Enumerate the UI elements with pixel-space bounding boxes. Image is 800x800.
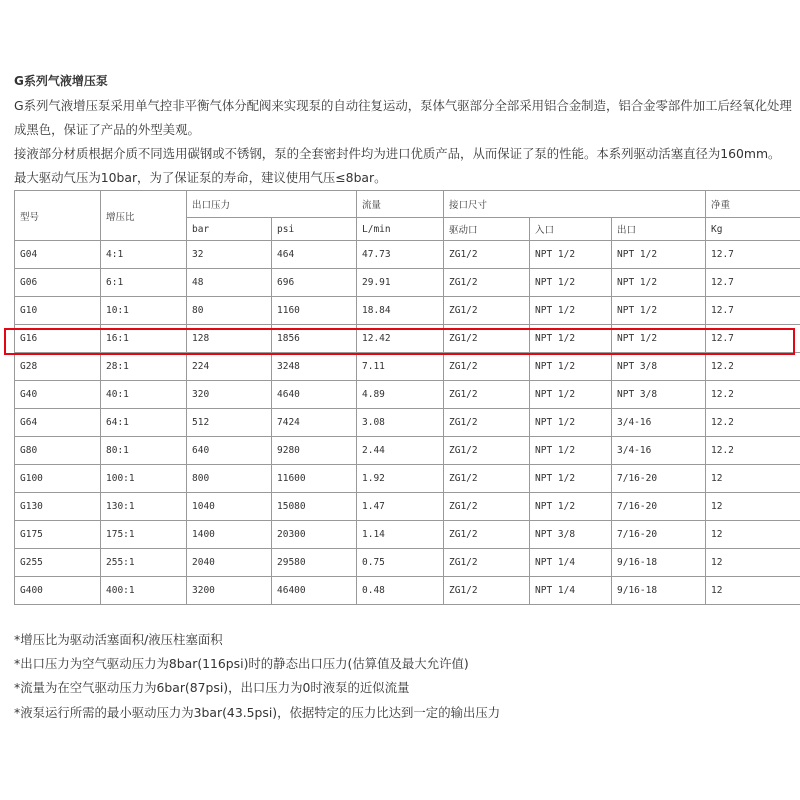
cell-drive: ZG1/2	[444, 437, 530, 465]
header-weight-unit: Kg	[706, 218, 800, 241]
cell-flow: 1.14	[357, 521, 444, 549]
header-psi: psi	[272, 218, 357, 241]
cell-psi: 696	[272, 269, 357, 297]
table-row	[15, 409, 800, 437]
cell-psi: 7424	[272, 409, 357, 437]
cell-drive: ZG1/2	[444, 297, 530, 325]
cell-drive: ZG1/2	[444, 577, 530, 605]
cell-flow: 1.92	[357, 465, 444, 493]
table-row	[15, 493, 800, 521]
intro-paragraph-3: 最大驱动气压为10bar，为了保证泵的寿命，建议使用气压≤8bar。	[14, 170, 387, 185]
table-row	[15, 269, 800, 297]
cell-outlet: NPT 1/2	[612, 269, 706, 297]
cell-inlet: NPT 1/4	[530, 549, 612, 577]
cell-outlet: NPT 3/8	[612, 381, 706, 409]
cell-ratio: 100:1	[101, 465, 187, 493]
cell-outlet: NPT 1/2	[612, 241, 706, 269]
cell-weight: 12.7	[706, 325, 800, 353]
cell-psi: 15080	[272, 493, 357, 521]
cell-bar: 1400	[187, 521, 272, 549]
cell-model: G64	[15, 409, 101, 437]
cell-drive: ZG1/2	[444, 269, 530, 297]
cell-weight: 12.2	[706, 437, 800, 465]
spec-table	[14, 190, 800, 605]
cell-ratio: 6:1	[101, 269, 187, 297]
cell-ratio: 4:1	[101, 241, 187, 269]
spec-table-body	[15, 241, 800, 605]
cell-psi: 1856	[272, 325, 357, 353]
cell-bar: 32	[187, 241, 272, 269]
cell-model: G175	[15, 521, 101, 549]
cell-flow: 2.44	[357, 437, 444, 465]
table-row	[15, 241, 800, 269]
cell-drive: ZG1/2	[444, 325, 530, 353]
cell-weight: 12.7	[706, 297, 800, 325]
cell-outlet: 9/16-18	[612, 577, 706, 605]
cell-psi: 4640	[272, 381, 357, 409]
cell-ratio: 16:1	[101, 325, 187, 353]
cell-flow: 0.75	[357, 549, 444, 577]
cell-model: G04	[15, 241, 101, 269]
cell-drive: ZG1/2	[444, 381, 530, 409]
cell-inlet: NPT 1/2	[530, 493, 612, 521]
intro-paragraph-2: 接液部分材质根据介质不同选用碳钢或不锈钢，泵的全套密封件均为进口优质产品，从而保证了泵的性能。本系列驱动活塞直径为160mm。	[14, 146, 781, 161]
cell-inlet: NPT 1/2	[530, 269, 612, 297]
cell-inlet: NPT 1/2	[530, 437, 612, 465]
cell-model: G40	[15, 381, 101, 409]
cell-outlet: 7/16-20	[612, 521, 706, 549]
table-row	[15, 437, 800, 465]
cell-bar: 512	[187, 409, 272, 437]
cell-flow: 29.91	[357, 269, 444, 297]
cell-outlet: 7/16-20	[612, 465, 706, 493]
table-row	[15, 297, 800, 325]
cell-drive: ZG1/2	[444, 409, 530, 437]
cell-psi: 29580	[272, 549, 357, 577]
cell-bar: 640	[187, 437, 272, 465]
cell-bar: 48	[187, 269, 272, 297]
cell-psi: 11600	[272, 465, 357, 493]
cell-weight: 12	[706, 549, 800, 577]
header-bar: bar	[187, 218, 272, 241]
header-flow-unit: L/min	[357, 218, 444, 241]
cell-outlet: 3/4-16	[612, 409, 706, 437]
cell-inlet: NPT 1/2	[530, 353, 612, 381]
table-row	[15, 521, 800, 549]
cell-weight: 12	[706, 465, 800, 493]
cell-bar: 1040	[187, 493, 272, 521]
cell-weight: 12.7	[706, 269, 800, 297]
cell-model: G255	[15, 549, 101, 577]
cell-model: G400	[15, 577, 101, 605]
cell-drive: ZG1/2	[444, 493, 530, 521]
cell-inlet: NPT 1/2	[530, 381, 612, 409]
header-model: 型号	[15, 191, 101, 241]
cell-ratio: 130:1	[101, 493, 187, 521]
cell-ratio: 175:1	[101, 521, 187, 549]
footnote-3: *流量为在空气驱动压力为6bar(87psi)，出口压力为0时液泵的近似流量	[14, 680, 410, 695]
footnote-4: *液泵运行所需的最小驱动压力为3bar(43.5psi)，依据特定的压力比达到一定的输出压力	[14, 705, 501, 720]
cell-weight: 12.2	[706, 353, 800, 381]
cell-flow: 47.73	[357, 241, 444, 269]
cell-psi: 3248	[272, 353, 357, 381]
cell-weight: 12	[706, 493, 800, 521]
cell-weight: 12	[706, 577, 800, 605]
cell-inlet: NPT 3/8	[530, 521, 612, 549]
cell-inlet: NPT 1/2	[530, 409, 612, 437]
cell-flow: 4.89	[357, 381, 444, 409]
cell-flow: 7.11	[357, 353, 444, 381]
cell-weight: 12	[706, 521, 800, 549]
footnote-2: *出口压力为空气驱动压力为8bar(116psi)时的静态出口压力(估算值及最大允许值)	[14, 656, 469, 671]
cell-outlet: NPT 1/2	[612, 297, 706, 325]
cell-bar: 80	[187, 297, 272, 325]
footnote-1: *增压比为驱动活塞面积/液压柱塞面积	[14, 632, 223, 647]
cell-model: G06	[15, 269, 101, 297]
table-row	[15, 577, 800, 605]
table-row	[15, 381, 800, 409]
cell-outlet: NPT 1/2	[612, 325, 706, 353]
cell-drive: ZG1/2	[444, 241, 530, 269]
cell-outlet: NPT 3/8	[612, 353, 706, 381]
cell-drive: ZG1/2	[444, 521, 530, 549]
cell-ratio: 28:1	[101, 353, 187, 381]
cell-psi: 464	[272, 241, 357, 269]
cell-model: G10	[15, 297, 101, 325]
table-row	[15, 549, 800, 577]
cell-ratio: 400:1	[101, 577, 187, 605]
cell-bar: 800	[187, 465, 272, 493]
cell-model: G16	[15, 325, 101, 353]
cell-psi: 9280	[272, 437, 357, 465]
cell-drive: ZG1/2	[444, 353, 530, 381]
cell-weight: 12.7	[706, 241, 800, 269]
cell-ratio: 10:1	[101, 297, 187, 325]
header-outlet: 出口	[612, 218, 706, 241]
cell-ratio: 255:1	[101, 549, 187, 577]
cell-model: G100	[15, 465, 101, 493]
cell-outlet: 7/16-20	[612, 493, 706, 521]
cell-outlet: 9/16-18	[612, 549, 706, 577]
cell-psi: 46400	[272, 577, 357, 605]
cell-bar: 2040	[187, 549, 272, 577]
header-inlet: 入口	[530, 218, 612, 241]
cell-bar: 224	[187, 353, 272, 381]
table-row	[15, 353, 800, 381]
cell-flow: 3.08	[357, 409, 444, 437]
cell-model: G80	[15, 437, 101, 465]
cell-inlet: NPT 1/2	[530, 297, 612, 325]
cell-ratio: 80:1	[101, 437, 187, 465]
cell-inlet: NPT 1/2	[530, 325, 612, 353]
cell-flow: 1.47	[357, 493, 444, 521]
cell-psi: 1160	[272, 297, 357, 325]
header-port-size: 接口尺寸	[444, 191, 706, 218]
cell-model: G130	[15, 493, 101, 521]
cell-inlet: NPT 1/2	[530, 241, 612, 269]
cell-drive: ZG1/2	[444, 549, 530, 577]
cell-outlet: 3/4-16	[612, 437, 706, 465]
cell-flow: 18.84	[357, 297, 444, 325]
header-drive-port: 驱动口	[444, 218, 530, 241]
highlight-box-g16	[4, 328, 795, 355]
header-ratio: 增压比	[101, 191, 187, 241]
cell-drive: ZG1/2	[444, 465, 530, 493]
cell-ratio: 64:1	[101, 409, 187, 437]
cell-ratio: 40:1	[101, 381, 187, 409]
table-row	[15, 465, 800, 493]
cell-flow: 0.48	[357, 577, 444, 605]
header-net-weight: 净重	[706, 191, 800, 218]
cell-inlet: NPT 1/2	[530, 465, 612, 493]
cell-bar: 320	[187, 381, 272, 409]
header-outlet-pressure: 出口压力	[187, 191, 357, 218]
cell-inlet: NPT 1/4	[530, 577, 612, 605]
cell-weight: 12.2	[706, 409, 800, 437]
header-flow: 流量	[357, 191, 444, 218]
cell-flow: 12.42	[357, 325, 444, 353]
intro-paragraph-1: G系列气液增压泵采用单气控非平衡气体分配阀来实现泵的自动往复运动，泵体气驱部分全部采用铝合金制造，铝合金零部件加工后经氧化处理成黑色，保证了产品的外型美观。	[14, 98, 792, 137]
cell-psi: 20300	[272, 521, 357, 549]
cell-bar: 3200	[187, 577, 272, 605]
cell-bar: 128	[187, 325, 272, 353]
cell-weight: 12.2	[706, 381, 800, 409]
document-title: G系列气液增压泵	[14, 74, 108, 88]
cell-model: G28	[15, 353, 101, 381]
